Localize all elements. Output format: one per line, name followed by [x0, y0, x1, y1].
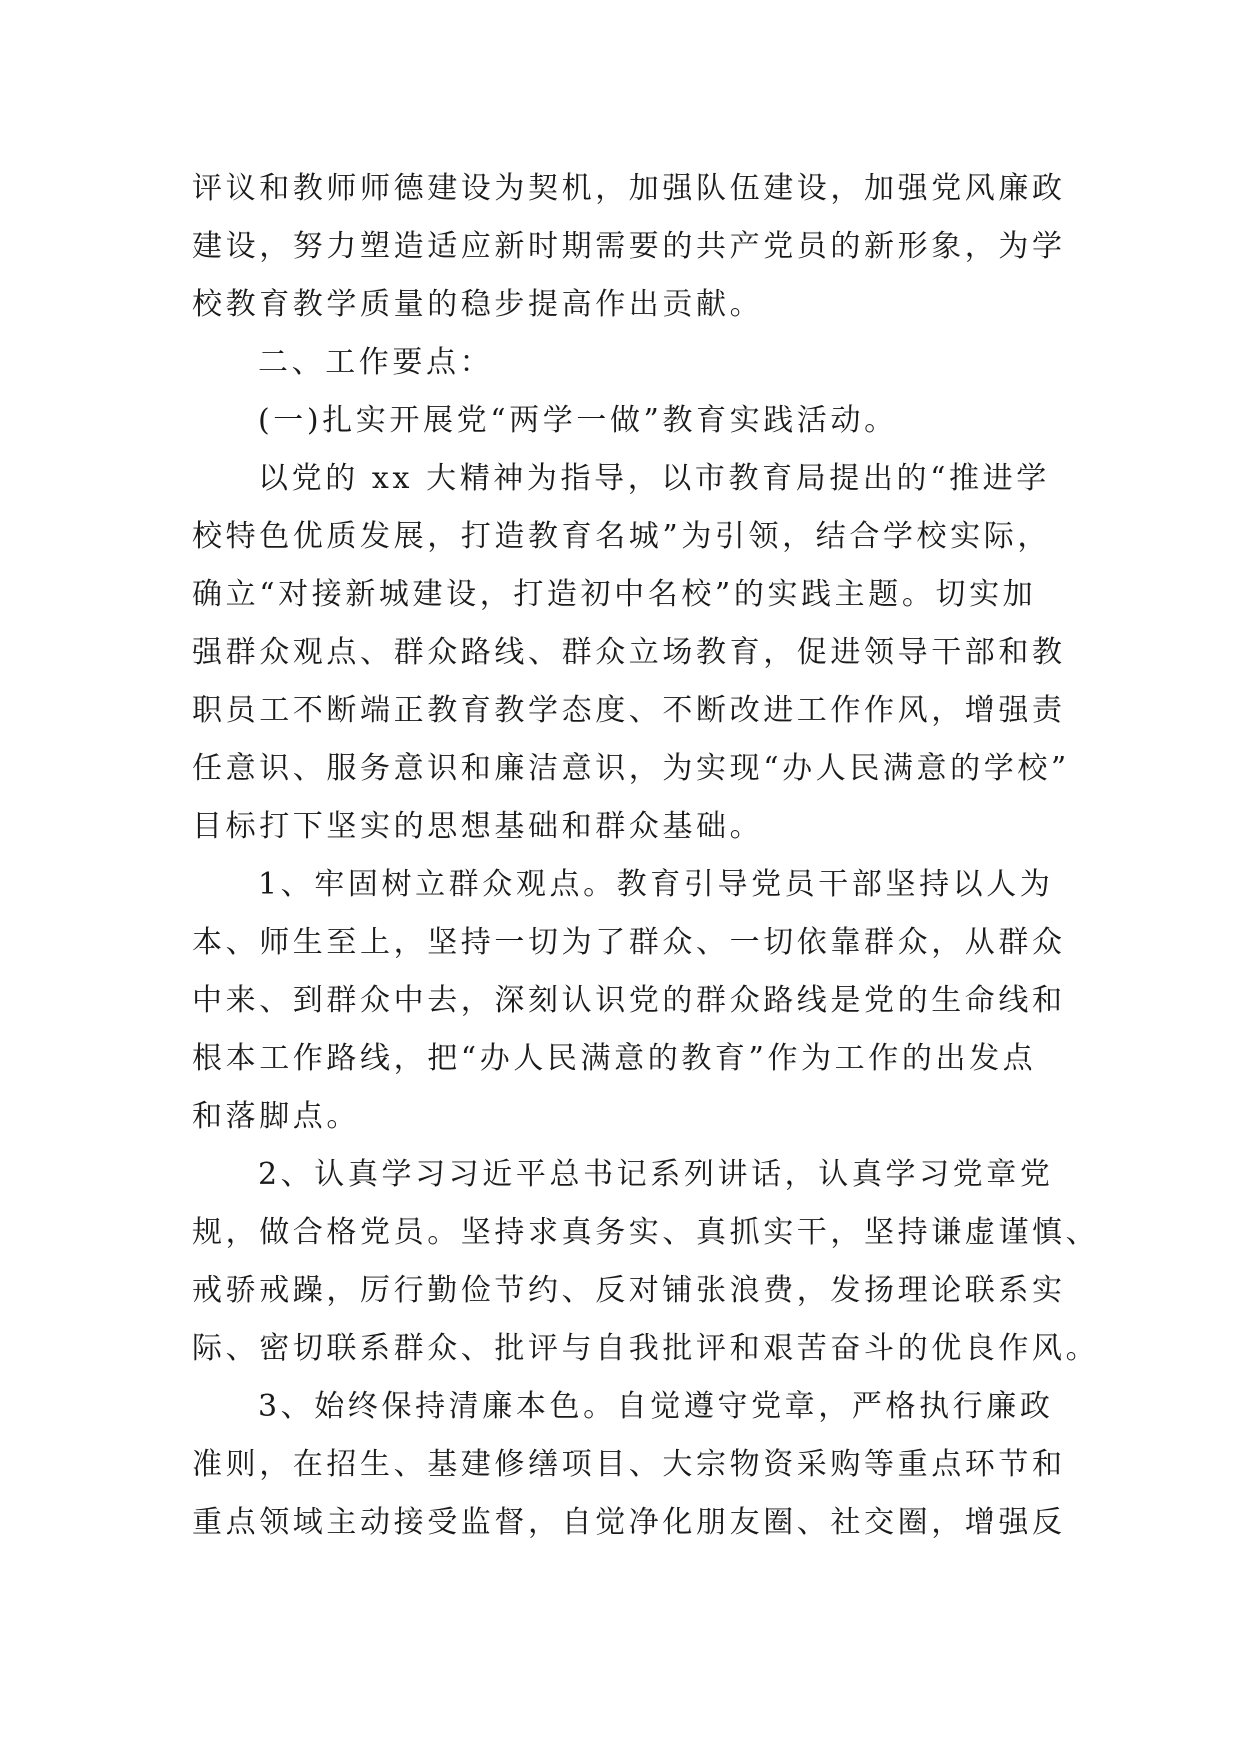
text-line: 校特色优质发展，打造教育名城”为引领，结合学校实际，: [192, 519, 1051, 554]
text-line: 和落脚点。: [192, 1099, 360, 1134]
text-line: 目标打下坚实的思想基础和群众基础。: [192, 809, 764, 844]
text-line: 准则，在招生、基建修缮项目、大宗物资采购等重点环节和: [192, 1447, 1066, 1482]
text-line: 重点领域主动接受监督，自觉净化朋友圈、社交圈，增强反: [192, 1505, 1066, 1540]
text-line: 以党的 xx 大精神为指导，以市教育局提出的“推进学: [258, 461, 1050, 496]
text-line: 任意识、服务意识和廉洁意识，为实现“办人民满意的学校”: [192, 751, 1070, 786]
text-line: 中来、到群众中去，深刻认识党的群众路线是党的生命线和: [192, 983, 1066, 1018]
text-line: 规，做合格党员。坚持求真务实、真抓实干，坚持谦虚谨慎、: [192, 1215, 1100, 1250]
text-line: 根本工作路线，把“办人民满意的教育”作为工作的出发点: [192, 1041, 1037, 1076]
text-line: 建设，努力塑造适应新时期需要的共产党员的新形象，为学: [192, 229, 1066, 264]
text-line: 强群众观点、群众路线、群众立场教育，促进领导干部和教: [192, 635, 1066, 670]
text-line: 二、工作要点：: [258, 345, 494, 380]
text-line: 戒骄戒躁，厉行勤俭节约、反对铺张浪费，发扬理论联系实: [192, 1273, 1066, 1308]
document-body: [192, 160, 1100, 1552]
text-line: 校教育教学质量的稳步提高作出贡献。: [192, 287, 764, 322]
text-line: 确立“对接新城建设，打造初中名校”的实践主题。切实加: [192, 577, 1037, 612]
text-line: 2、认真学习习近平总书记系列讲话，认真学习党章党: [258, 1157, 1054, 1192]
text-line: 职员工不断端正教育教学态度、不断改进工作作风，增强责: [192, 693, 1066, 728]
text-line: 3、始终保持清廉本色。自觉遵守党章，严格执行廉政: [258, 1389, 1054, 1424]
text-line: 际、密切联系群众、批评与自我批评和艰苦奋斗的优良作风。: [192, 1331, 1100, 1366]
text-line: (一)扎实开展党“两学一做”教育实践活动。: [258, 403, 898, 438]
text-line: 本、师生至上，坚持一切为了群众、一切依靠群众，从群众: [192, 925, 1066, 960]
text-line: 1、牢固树立群众观点。教育引导党员干部坚持以人为: [258, 867, 1054, 902]
text-line: 评议和教师师德建设为契机，加强队伍建设，加强党风廉政: [192, 171, 1066, 206]
